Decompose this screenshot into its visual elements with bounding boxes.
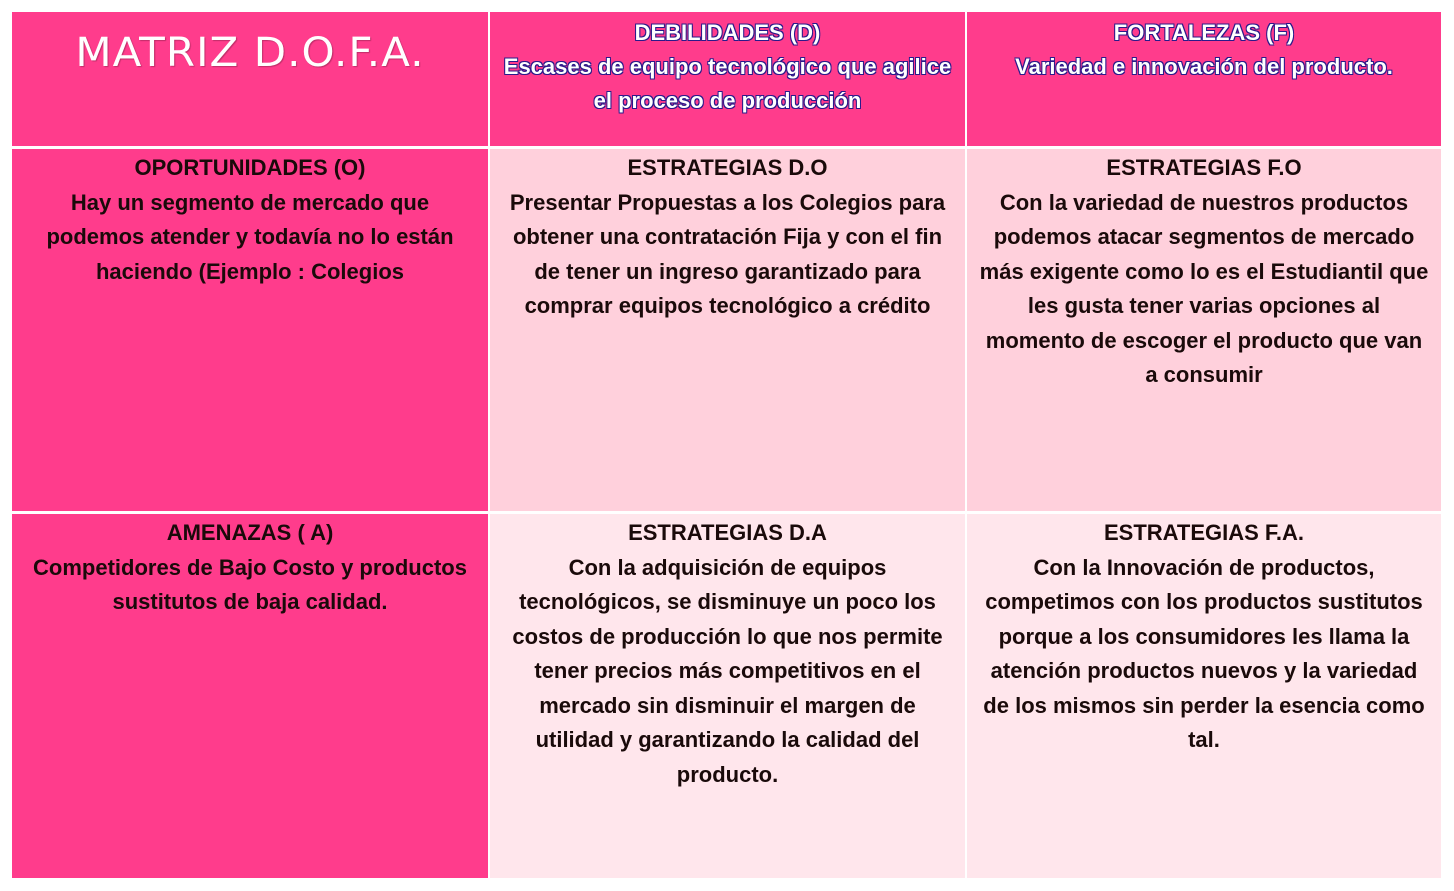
fortalezas-heading: FORTALEZAS (F) [1113, 20, 1295, 45]
dofa-matrix [12, 12, 1441, 878]
estrategias-fa-cell [967, 514, 1441, 878]
estrategias-fo-cell [967, 149, 1441, 511]
debilidades-text: Escases de equipo tecnológico que agilice el proceso de producción [503, 54, 952, 113]
fortalezas-header-cell [967, 12, 1441, 146]
oportunidades-cell [12, 149, 488, 511]
matrix-title-cell [12, 12, 488, 146]
fortalezas-text: Variedad e innovación del producto. [1015, 54, 1393, 79]
oportunidades-text: Hay un segmento de mercado que podemos atender y todavía no lo están haciendo (Ejemplo : Colegios [46, 189, 454, 284]
amenazas-cell [12, 514, 488, 878]
oportunidades-heading: OPORTUNIDADES (O) [134, 155, 366, 180]
estrategias-da-heading: ESTRATEGIAS D.A [628, 520, 827, 545]
estrategias-fa-heading: ESTRATEGIAS F.A. [1103, 520, 1305, 545]
estrategias-fo-text: Con la variedad de nuestros productos podemos atacar segmentos de mercado más exigente como lo es el Estudiantil que les gusta tener varias opciones al momento de escoger el producto que van a consumir [979, 189, 1429, 387]
debilidades-heading: DEBILIDADES (D) [634, 20, 821, 45]
estrategias-da-cell [490, 514, 965, 878]
estrategias-do-text: Presentar Propuestas a los Colegios para obtener una contratación Fija y con el fin de tener un ingreso garantizado para comprar equipos tecnológico a crédito [509, 189, 946, 318]
matrix-title: MATRIZ D.O.F.A. [75, 30, 425, 76]
estrategias-do-cell [490, 149, 965, 511]
estrategias-fa-text: Con la Innovación de productos, competimos con los productos sustitutos porque a los consumidores les llama la atención productos nuevos y la variedad de los mismos sin perder la esencia como tal. [983, 554, 1425, 752]
estrategias-do-heading: ESTRATEGIAS D.O [627, 155, 828, 180]
debilidades-header-cell [490, 12, 965, 146]
amenazas-text: Competidores de Bajo Costo y productos sustitutos de baja calidad. [33, 554, 467, 614]
estrategias-da-text: Con la adquisición de equipos tecnológicos, se disminuye un poco los costos de producción lo que nos permite tener precios más competitivos en el mercado sin disminuir el margen de utilidad y garantizando la calidad del producto. [512, 554, 943, 787]
amenazas-heading: AMENAZAS ( A) [166, 520, 334, 545]
estrategias-fo-heading: ESTRATEGIAS F.O [1106, 155, 1302, 180]
